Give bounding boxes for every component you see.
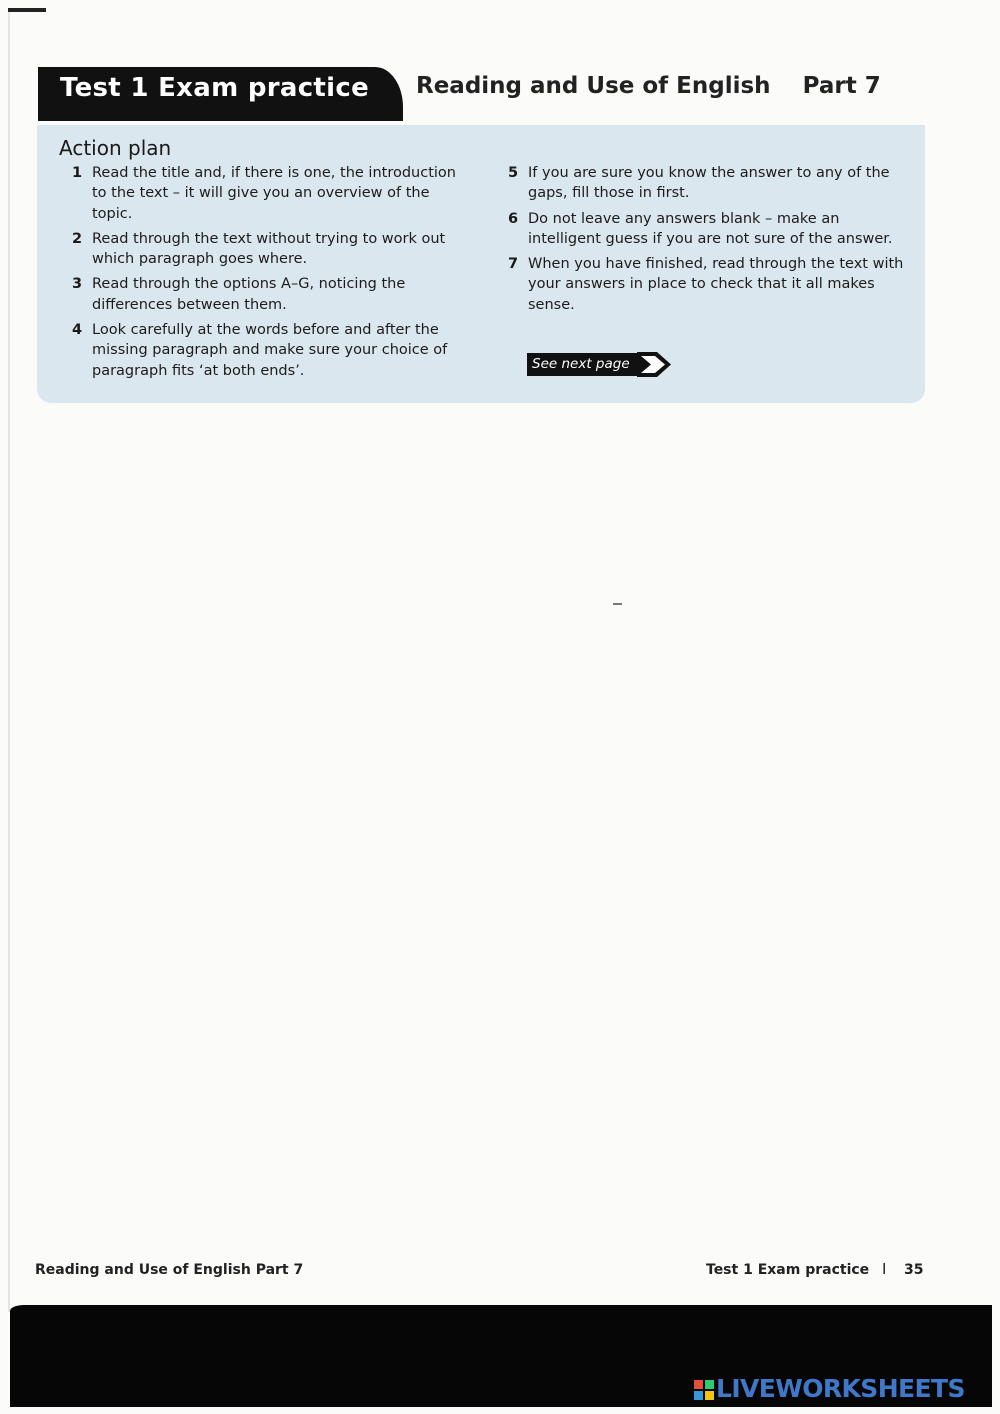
see-next-page-body xyxy=(527,353,639,376)
step-number: 4 xyxy=(72,322,83,339)
step-item xyxy=(72,229,472,270)
step-item xyxy=(72,320,472,381)
step-number: 2 xyxy=(72,230,83,247)
footer-test-label: Test 1 Exam practice xyxy=(706,1262,870,1278)
step-number: 1 xyxy=(72,165,83,181)
liveworksheets-watermark xyxy=(694,1374,988,1405)
see-next-page-label: See next page xyxy=(532,356,630,372)
scan-corner-mark xyxy=(8,8,46,12)
action-plan-heading: Action plan xyxy=(59,136,172,160)
step-text: Read through the text without trying to work out which paragraph goes where. xyxy=(92,230,446,268)
page-title: Reading and Use of English Part 7 xyxy=(416,73,881,99)
step-item xyxy=(72,163,472,224)
step-number: 5 xyxy=(508,165,519,181)
footer-separator: I xyxy=(882,1260,887,1278)
step-item xyxy=(508,163,908,204)
steps-right-column xyxy=(508,163,908,320)
step-number: 7 xyxy=(508,256,519,273)
step-item xyxy=(508,209,908,250)
page-number: 35 xyxy=(904,1262,924,1278)
steps-left-column xyxy=(72,163,472,386)
see-next-page-button[interactable] xyxy=(527,352,673,377)
step-number: 3 xyxy=(72,276,83,293)
step-text: Read through the options A–G, noticing the differences between them. xyxy=(92,276,406,313)
step-text: Do not leave any answers blank – make an intelligent guess if you are not sure of the answer. xyxy=(528,210,893,247)
step-text: When you have finished, read through the text with your answers in place to check that it all makes sense. xyxy=(528,256,904,313)
step-item xyxy=(508,254,908,315)
liveworksheets-logo-icon xyxy=(694,1380,714,1400)
step-number: 6 xyxy=(508,210,519,227)
scan-left-edge xyxy=(8,12,10,1312)
header-tab-text: Test 1 Exam practice xyxy=(60,73,370,103)
arrow-right-icon xyxy=(637,352,671,377)
step-text: Look carefully at the words before and after the missing paragraph and make sure your choice of paragraph fits ‘at both ends’. xyxy=(92,322,448,379)
step-text: If you are sure you know the answer to any of the gaps, fill those in first. xyxy=(528,165,890,202)
step-item xyxy=(72,274,472,315)
step-text: Read the title and, if there is one, the introduction to the text – it will give you an overview of the topic. xyxy=(92,165,456,222)
scan-mark xyxy=(613,603,622,605)
footer-section-label: Reading and Use of English Part 7 xyxy=(35,1262,304,1278)
watermark-text: LIVEWORKSHEETS xyxy=(716,1374,965,1403)
